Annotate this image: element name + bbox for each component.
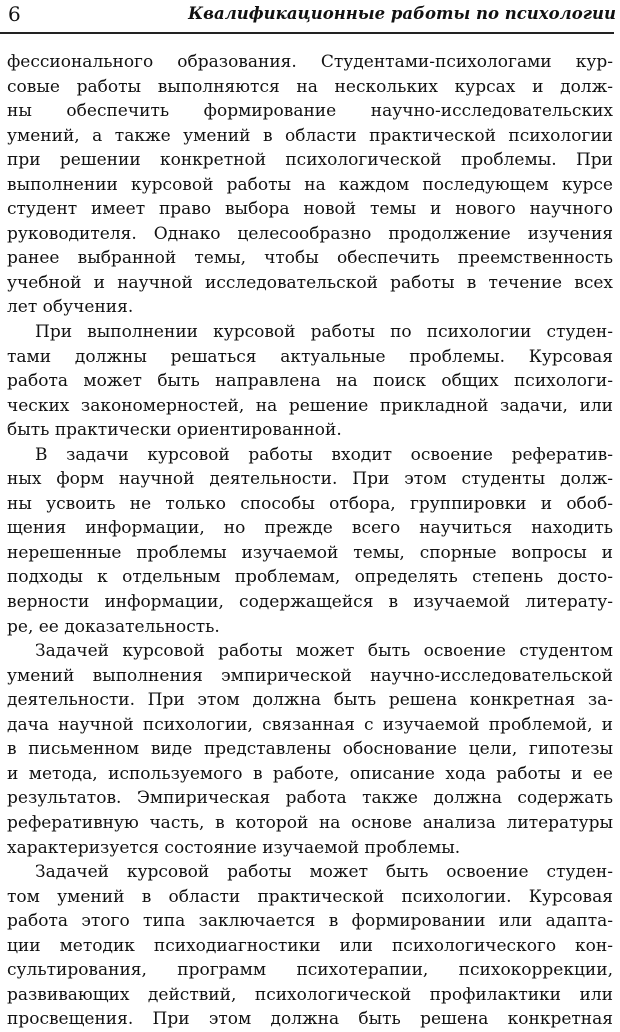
text-line: сультирования, программ психотерапии, психокоррекции, [7,960,613,981]
text-line: при решении конкретной психологической проблемы. При [7,150,613,171]
text-line: лет обучения. [7,297,134,318]
text-line: результатов. Эмпирическая работа также должна содержать [7,788,613,809]
text-line: ранее выбранной темы, чтобы обеспечить преемственность [7,248,613,269]
text-line: деятельности. При этом должна быть решена конкретная за- [7,690,613,711]
text-line: щения информации, но прежде всего научиться находить [7,518,613,539]
text-line: учебной и научной исследовательской работы в течение всех [7,272,613,293]
body-text [7,50,613,1032]
running-title: Квалификационные работы по психологии [188,4,616,23]
text-line: При выполнении курсовой работы по психологии студен- [35,322,613,343]
header-rule [0,32,614,34]
text-line: Задачей курсовой работы может быть освоение студен- [35,862,613,883]
text-line: В задачи курсовой работы входит освоение рефератив- [35,444,613,465]
text-line: тами должны решаться актуальные проблемы. Курсовая [7,346,613,367]
text-line: дача научной психологии, связанная с изучаемой проблемой, и [7,714,613,735]
text-line: студент имеет право выбора новой темы и нового научного [7,199,613,220]
text-line: ны обеспечить формирование научно-исследовательских [7,101,613,122]
text-line: ны усвоить не только способы отбора, группировки и обоб- [7,493,613,514]
text-line: развивающих действий, психологической профилактики или [7,984,613,1005]
text-line: в письменном виде представлены обоснование цели, гипотезы [7,739,613,760]
text-line: ных форм научной деятельности. При этом студенты долж- [7,469,613,490]
text-line: Задачей курсовой работы может быть освоение студентом [35,641,613,662]
text-line: умений выполнения эмпирической научно-исследовательской [7,665,613,686]
paragraph [7,320,613,443]
text-line: выполнении курсовой работы на каждом последующем курсе [7,174,613,195]
text-line: и метода, используемого в работе, описание хода работы и ее [7,763,613,784]
text-line: быть практически ориентированной. [7,420,342,441]
paragraph [7,50,613,320]
text-line: работа этого типа заключается в формировании или адапта- [7,911,613,932]
text-line: том умений в области практической психологии. Курсовая [7,886,613,907]
page-header [0,0,620,40]
text-line: фессионального образования. Студентами-психологами кур- [7,52,613,72]
text-line: работа может быть направлена на поиск общих психологи- [7,371,613,392]
text-line: ции методик психодиагностики или психологического кон- [7,935,613,956]
text-line: нерешенные проблемы изучаемой темы, спорные вопросы и [7,542,613,563]
page-number: 6 [8,2,21,26]
text-line: умений, а также умений в области практической психологии [7,125,613,146]
text-line: подходы к отдельным проблемам, определять степень досто- [7,567,613,588]
text-line: ре, ее доказательность. [7,616,220,637]
text-line: просвещения. При этом должна быть решена конкретная [7,1009,613,1030]
text-line: руководителя. Однако целесообразно продолжение изучения [7,223,613,244]
text-line: верности информации, содержащейся в изучаемой литерату- [7,592,613,613]
text-line: совые работы выполняются на нескольких курсах и долж- [7,76,613,97]
text-line: реферативную часть, в которой на основе анализа литературы [7,812,613,833]
paragraph [7,443,613,639]
paragraph [7,860,613,1032]
text-line: характеризуется состояние изучаемой проблемы. [7,837,461,858]
paragraph [7,639,613,860]
text-line: ческих закономерностей, на решение прикладной задачи, или [7,395,613,416]
